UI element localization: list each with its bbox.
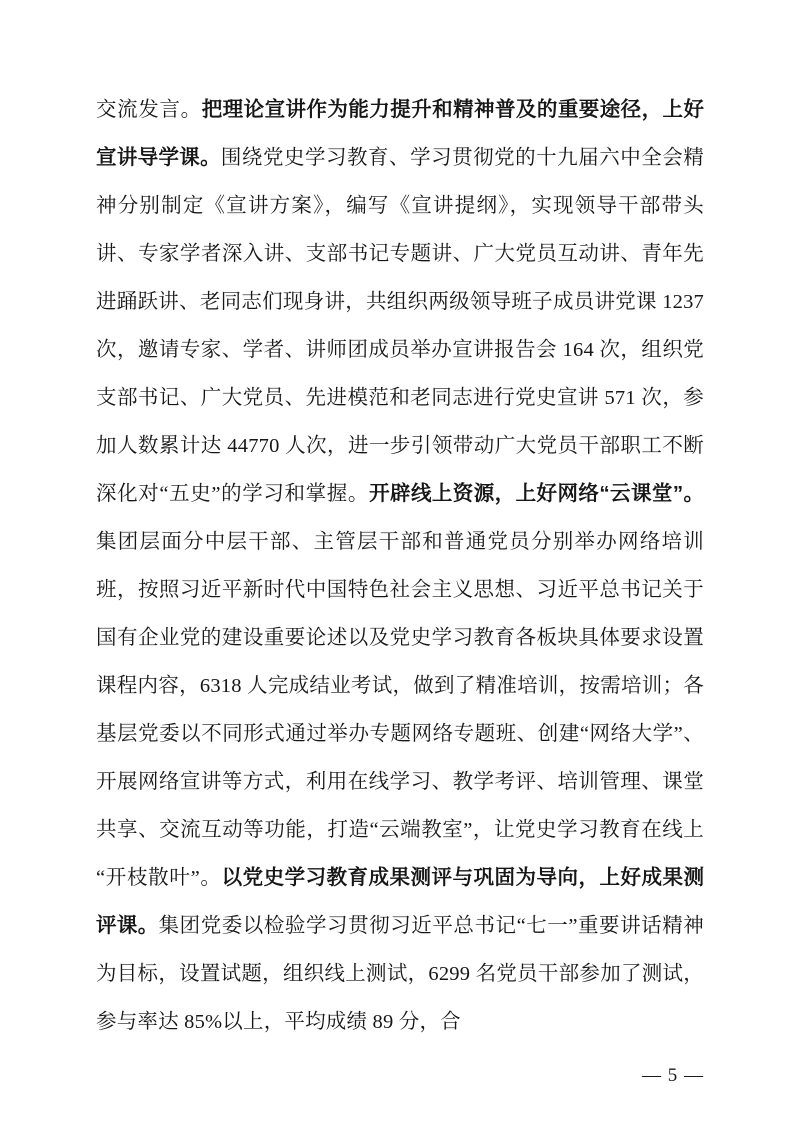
emphasis-run: 以党史学习教育成果测评与巩固为导向，上好成果测评课。 xyxy=(96,866,704,937)
text-run: 集团党委以检验学习贯彻习近平总书记“七一”重要讲话精神为目标，设置试题，组织线上测试，6299 名党员干部参加了测试，参与率达 85%以上，平均成绩 89 分，合 xyxy=(96,915,704,1033)
page-number: — 5 — xyxy=(642,1065,704,1086)
emphasis-run: 把理论宣讲作为能力提升和精神普及的重要途径，上好宣讲导学课。 xyxy=(96,98,705,169)
text-run: 围绕党史学习教育、学习贯彻党的十九届六中全会精神分别制定《宣讲方案》，编写《宣讲提纲》，实现领导干部带头讲、专家学者深入讲、支部书记专题讲、广大党员互动讲、青年先进踊跃讲、老同志们现身讲，共组织两级领导班子成员讲党课 1237 次，邀请专家、学者、讲师团成员举办宣讲报告会 164 次，组织党支部书记、广大党员、先进模范和老同志进行党史宣讲 571 次，参加人数累计达 44770 人次，进一步引领带动广大党员干部职工不断深化对“五史”的学习和掌握。 xyxy=(96,147,704,505)
emphasis-run: 开辟线上资源，上好网络“云课堂”。 xyxy=(369,482,705,505)
text-run: 交流发言。 xyxy=(96,99,202,121)
text-run: 集团层面分中层干部、主管层干部和普通党员分别举办网络培训班，按照习近平新时代中国特色社会主义思想、习近平总书记关于国有企业党的建设重要论述以及党史学习教育各板块具体要求设置课程内容，6318 人完成结业考试，做到了精准培训，按需培训；各基层党委以不同形式通过举办专题网络专题班、创建“网络大学”、开展网络宣讲等方式，利用在线学习、教学考评、培训管理、课堂共享、交流互动等功能，打造“云端教室”，让党史学习教育在线上“开枝散叶”。 xyxy=(96,531,704,889)
page-body-text xyxy=(96,86,704,1046)
body-paragraph xyxy=(96,86,704,1046)
